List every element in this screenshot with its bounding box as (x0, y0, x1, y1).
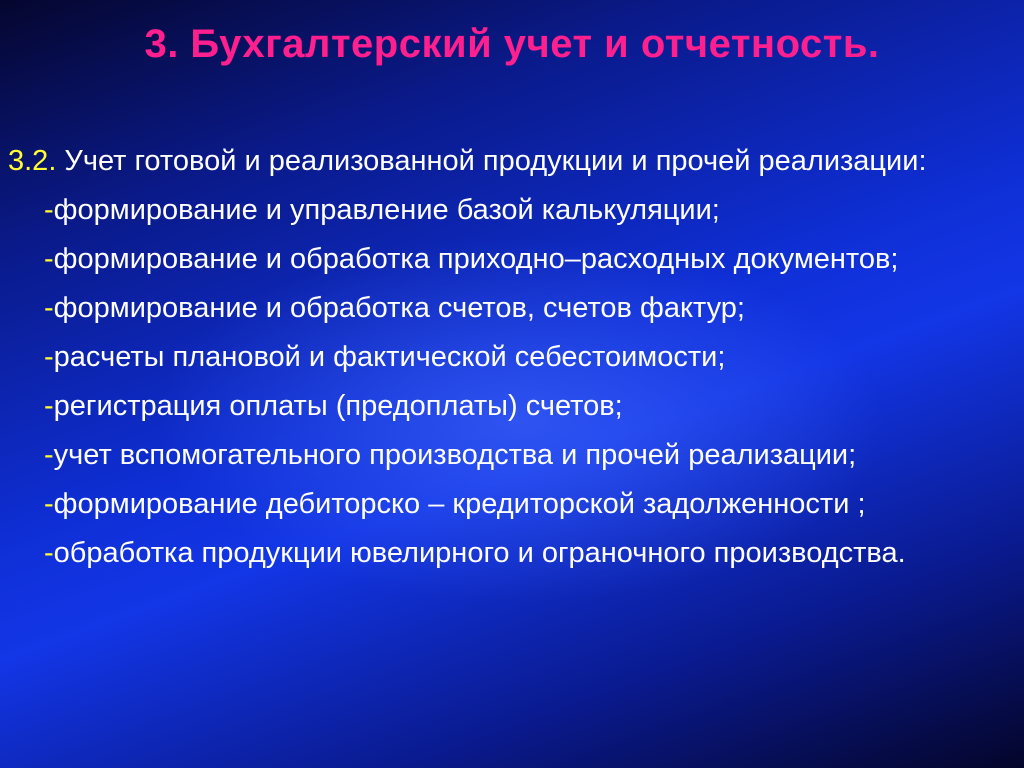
list-item-text: формирование и обработка счетов, счетов фактур; (53, 292, 745, 324)
list-item-text: учет вспомогательного производства и прочей реализации; (53, 439, 857, 471)
bullet-dash: - (44, 537, 54, 569)
bullet-dash: - (44, 390, 54, 422)
list-item (8, 289, 1012, 327)
list-item-text: формирование и управление базой калькуляции; (53, 194, 720, 226)
section-text: Учет готовой и реализованной продукции и прочей реализации: (56, 145, 927, 177)
list-item (8, 436, 1012, 474)
bullet-dash: - (44, 341, 54, 373)
list-item-text: расчеты плановой и фактической себестоимости; (53, 341, 726, 373)
bullet-dash: - (44, 488, 54, 520)
list-item-text: формирование и обработка приходно–расходных документов; (53, 243, 899, 275)
list-item-text: формирование дебиторско – кредиторской задолженности ; (53, 488, 866, 520)
list-item-text: регистрация оплаты (предоплаты) счетов; (53, 390, 623, 422)
list-item (8, 240, 1012, 278)
list-item (8, 485, 1012, 523)
bullet-dash: - (44, 439, 54, 471)
list-item (8, 191, 1012, 229)
slide-content (8, 142, 1012, 583)
bullet-dash: - (44, 292, 54, 324)
bullet-dash: - (44, 243, 54, 275)
list-item-text: обработка продукции ювелирного и ограночного производства. (53, 537, 906, 569)
section-number: 3.2. (8, 145, 57, 177)
list-item (8, 534, 1012, 572)
bullet-dash: - (44, 194, 54, 226)
section-heading (8, 142, 1012, 180)
list-item (8, 387, 1012, 425)
slide-title: 3. Бухгалтерский учет и отчетность. (144, 22, 880, 66)
list-item (8, 338, 1012, 376)
